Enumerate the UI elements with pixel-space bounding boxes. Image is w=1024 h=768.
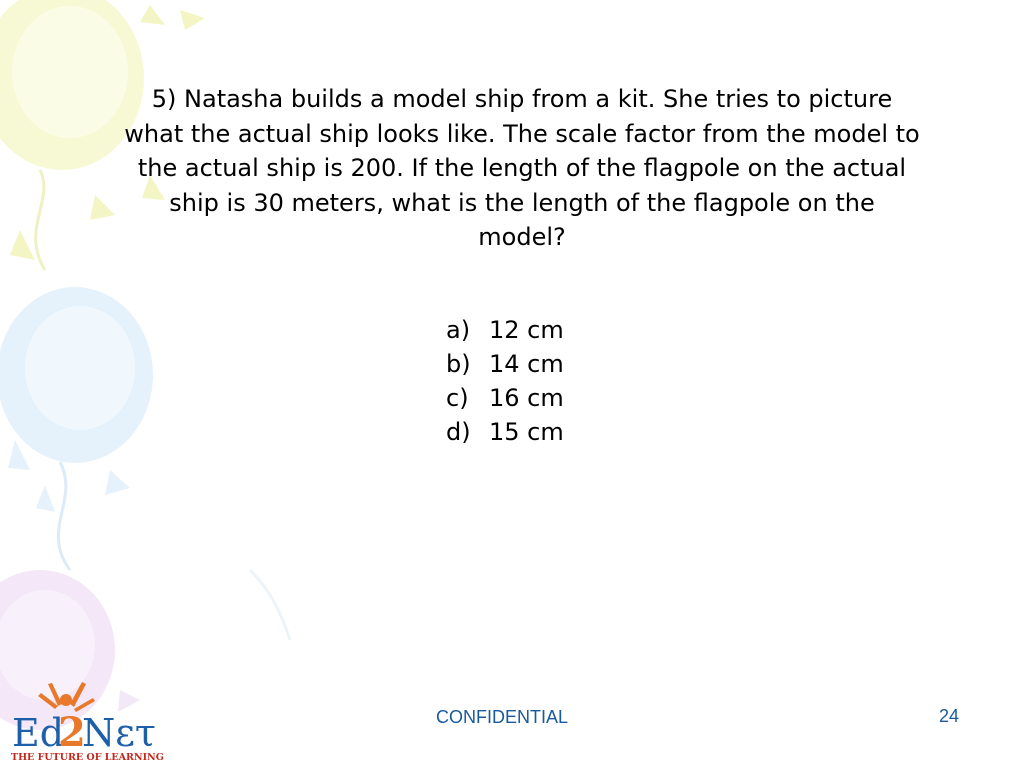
- answer-text: 12 cm: [489, 316, 564, 344]
- answer-text: 15 cm: [489, 418, 564, 446]
- logo-figure-icon: [38, 682, 95, 712]
- svg-text:Ed: Ed: [12, 711, 65, 755]
- confidential-label: CONFIDENTIAL: [436, 707, 569, 727]
- answer-letter: d): [446, 418, 471, 446]
- svg-text:2: 2: [58, 709, 86, 756]
- answer-list: [446, 313, 564, 449]
- svg-text:THE FUTURE OF LEARNING: THE FUTURE OF LEARNING: [11, 752, 164, 763]
- ed2net-logo: [8, 676, 168, 764]
- answer-option-d[interactable]: [446, 415, 564, 449]
- page-number: 24: [939, 706, 960, 726]
- question-text: 5) Natasha builds a model ship from a kit. She tries to picture what the actual ship looks like. The scale factor from the model to the actual ship is 200. If the length of the flagpole on the actual ship is 30 meters, what is the length of the flagpole on the model?: [124, 85, 920, 251]
- answer-option-b[interactable]: [446, 347, 564, 381]
- blue-balloon: [0, 287, 153, 570]
- svg-text:Nετ: Nετ: [82, 711, 156, 755]
- answer-letter: a): [446, 316, 471, 344]
- answer-text: 16 cm: [489, 384, 564, 412]
- answer-option-c[interactable]: [446, 381, 564, 415]
- answer-letter: b): [446, 350, 471, 378]
- answer-option-a[interactable]: [446, 313, 564, 347]
- answer-text: 14 cm: [489, 350, 564, 378]
- answer-letter: c): [446, 384, 469, 412]
